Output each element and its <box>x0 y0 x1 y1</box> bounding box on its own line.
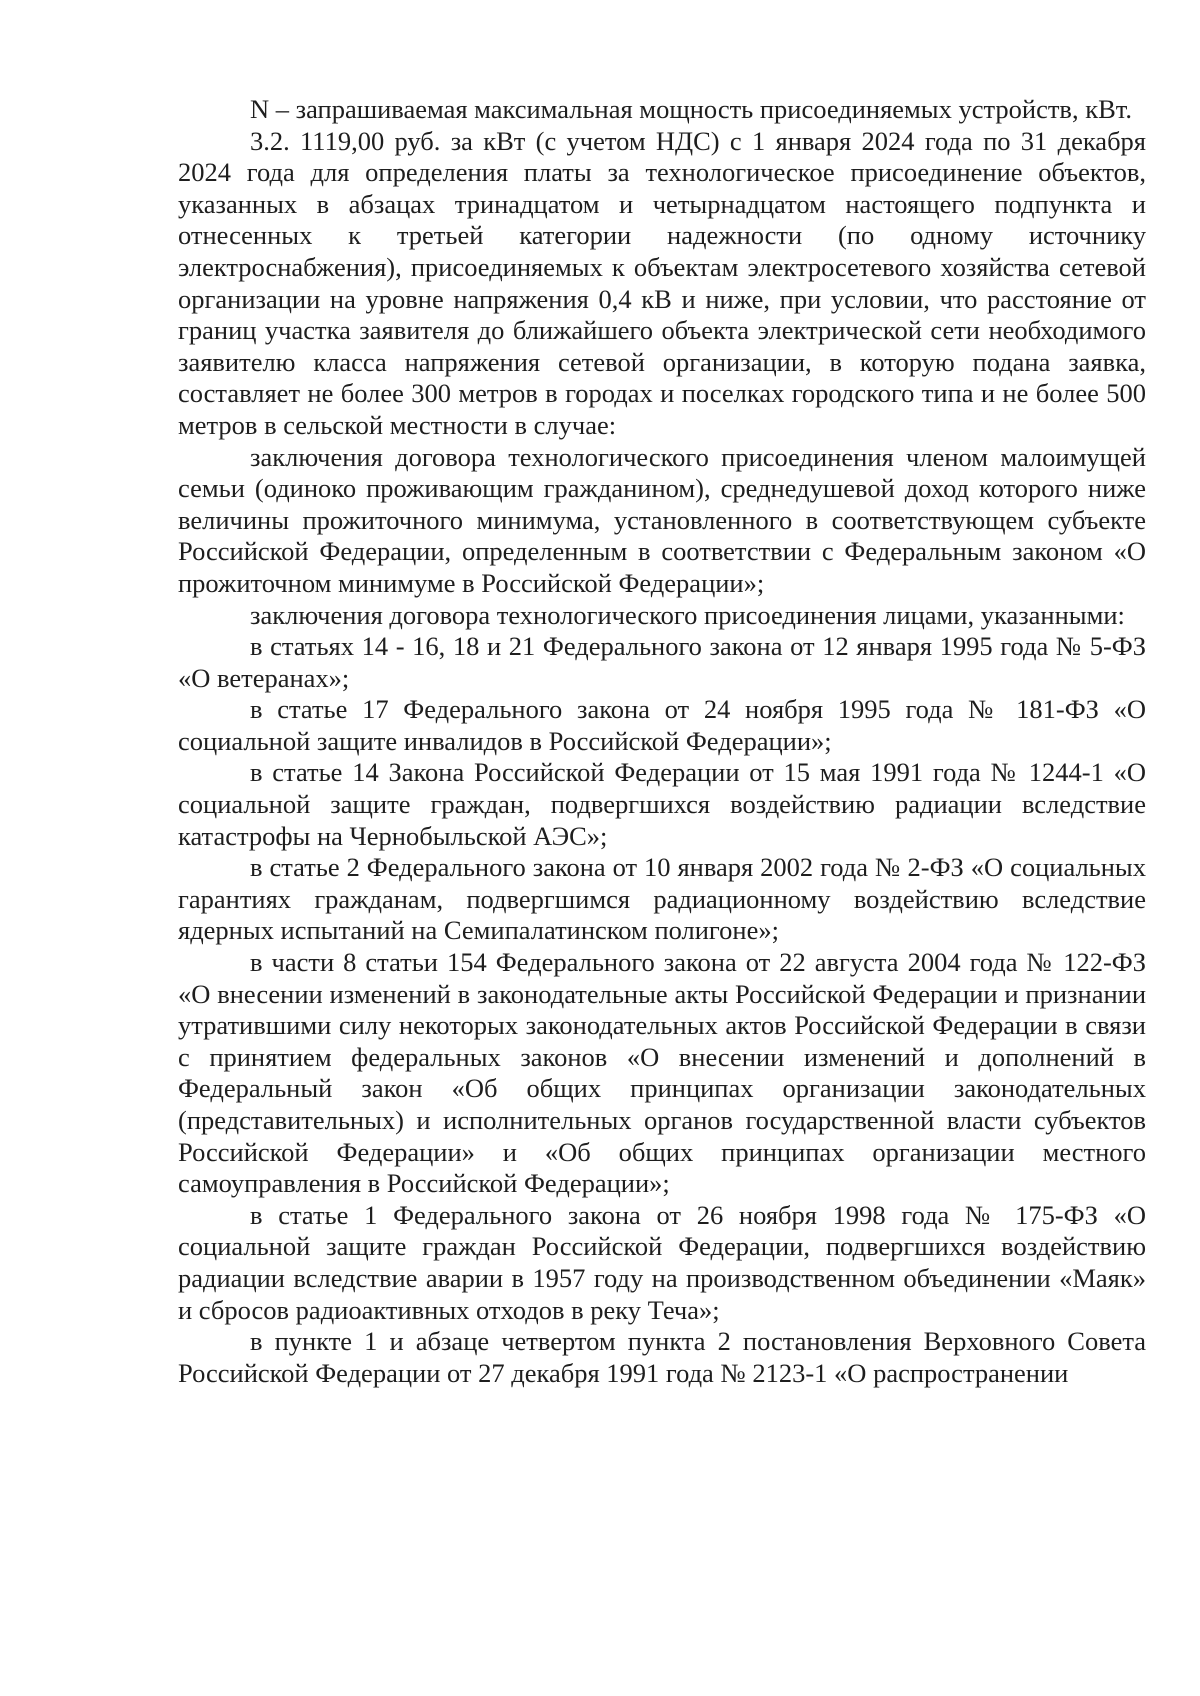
paragraph-7: в статье 14 Закона Российской Федерации от 15 мая 1991 года № 1244-1 «О социальной защите граждан, подвергшихся воздействию радиации вследствие катастрофы на Чернобыльской АЭС»; <box>178 757 1146 851</box>
paragraph-1: N – запрашиваемая максимальная мощность присоединяемых устройств, кВт. <box>250 94 1132 124</box>
paragraph-3: заключения договора технологического присоединения членом малоимущей семьи (одиноко проживающим гражданином), среднедушевой доход которого ниже величины прожиточного минимума, установленного в соответствующем субъекте Российской Федерации, определенным в соответствии с Федеральным законом «О прожиточном минимуме в Российской Федерации»; <box>178 441 1146 598</box>
paragraph-4: заключения договора технологического присоединения лицами, указанными: <box>250 599 1125 630</box>
paragraph-2: 3.2. 1119,00 руб. за кВт (с учетом НДС) с 1 января 2024 года по 31 декабря 2024 года для определения платы за технологическое присоединение объектов, указанных в абзацах тринадцатом и четырнадцатом настоящего подпункта и отнесенных к третьей категории надежности (по одному источнику электроснабжения), присоединяемых к объектам электросетевого хозяйства сетевой организации на уровне напряжения 0,4 кВ и ниже, при условии, что расстояние от границ участка заявителя до ближайшего объекта электрической сети необходимого заявителю класса напряжения сетевой организации, в которую подана заявка, составляет не более 300 метров в городах и поселках городского типа и не более 500 метров в сельской местности в случае: <box>178 125 1146 440</box>
paragraph-8: в статье 2 Федерального закона от 10 января 2002 года № 2-ФЗ «О социальных гарантиях гражданам, подвергшимся радиационному воздействию вследствие ядерных испытаний на Семипалатинском полигоне»; <box>178 852 1146 946</box>
paragraph-6: в статье 17 Федерального закона от 24 ноября 1995 года № 181-ФЗ «О социальной защите инвалидов в Российской Федерации»; <box>178 694 1146 756</box>
paragraph-10: в статье 1 Федерального закона от 26 ноября 1998 года № 175-ФЗ «О социальной защите граждан Российской Федерации, подвергшихся воздействию радиации вследствие аварии в 1957 году на производственном объединении «Маяк» и сбросов радиоактивных отходов в реку Теча»; <box>178 1199 1146 1325</box>
paragraph-5: в статьях 14 - 16, 18 и 21 Федерального закона от 12 января 1995 года № 5-ФЗ «О ветеранах»; <box>178 631 1146 693</box>
paragraph-11: в пункте 1 и абзаце четвертом пункта 2 постановления Верховного Совета Российской Федерации от 27 декабря 1991 года № 2123-1 «О распространении <box>178 1326 1146 1388</box>
paragraph-9: в части 8 статьи 154 Федерального закона от 22 августа 2004 года № 122-ФЗ «О внесении изменений в законодательные акты Российской Федерации и признании утратившими силу некоторых законодательных актов Российской Федерации в связи с принятием федеральных законов «О внесении изменений и дополнений в Федеральный закон «Об общих принципах организации законодательных (представительных) и исполнительных органов государственной власти субъектов Российской Федерации» и «Об общих принципах организации местного самоуправления в Российской Федерации»; <box>178 947 1146 1199</box>
document-body <box>178 94 1146 1389</box>
